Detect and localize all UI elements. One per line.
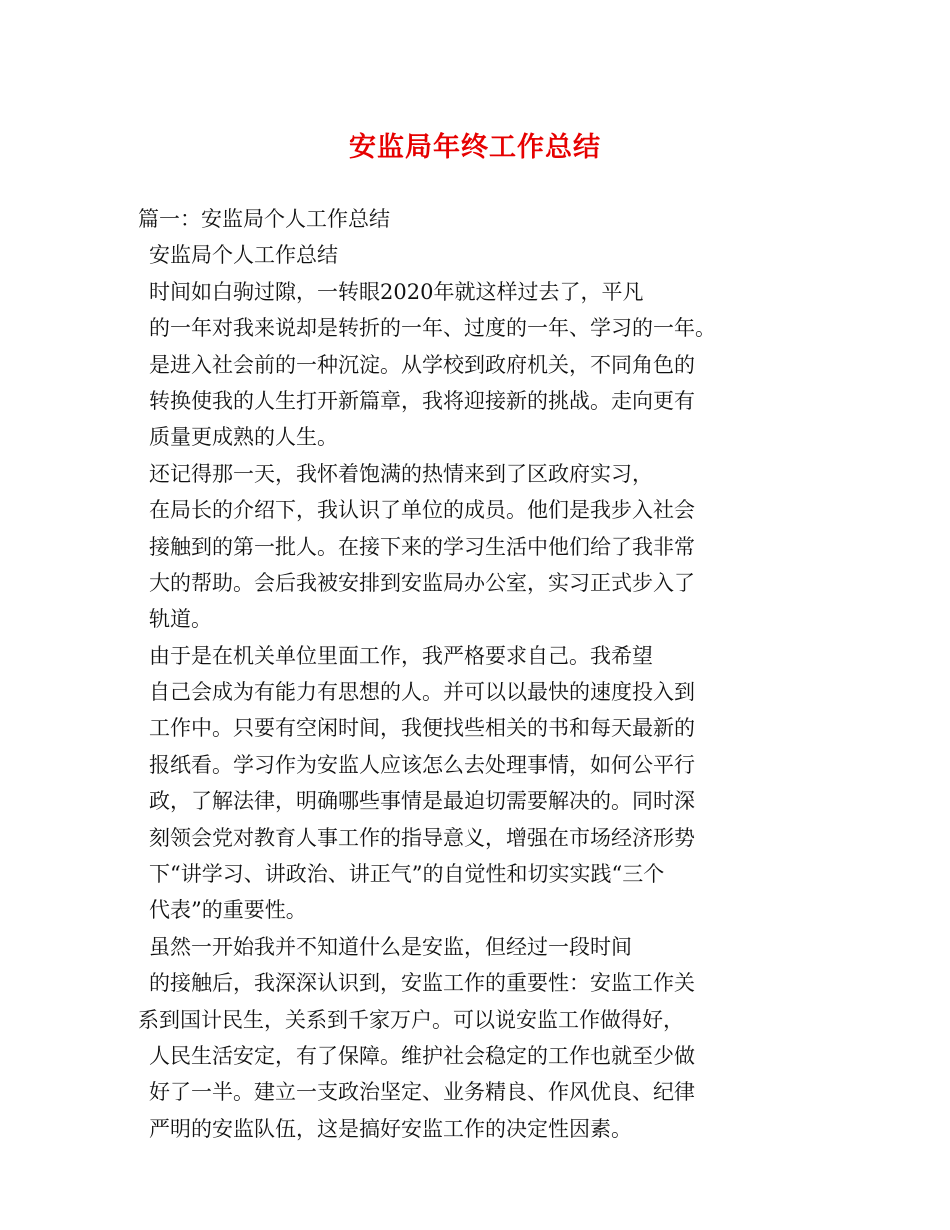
body-line: 工作中。只要有空闲时间，我便找些相关的书和每天最新的 — [149, 716, 695, 741]
body-line: 自己会成为有能力有思想的人。并可以以最快的速度投入到 — [149, 680, 695, 705]
body-line: 由于是在机关单位里面工作，我严格要求自己。我希望 — [149, 643, 653, 668]
body-line: 虽然一开始我并不知道什么是安监，但经过一段时间 — [149, 934, 632, 959]
body-line: 的一年对我来说却是转折的一年、过度的一年、学习的一年。 — [149, 316, 716, 341]
body-line: 人民生活安定，有了保障。维护社会稳定的工作也就至少做 — [149, 1043, 695, 1068]
body-line: 下“讲学习、讲政治、讲正气”的自觉性和切实实践“三个 — [149, 862, 665, 887]
body-line: 接触到的第一批人。在接下来的学习生活中他们给了我非常 — [149, 534, 695, 559]
document-body — [138, 201, 798, 1147]
body-line: 系到国计民生，关系到千家万户。可以说安监工作做得好， — [138, 1007, 684, 1032]
body-line: 严明的安监队伍，这是搞好安监工作的决定性因素。 — [149, 1116, 632, 1141]
document-title: 安监局年终工作总结 — [349, 132, 601, 163]
body-line: 的接触后，我深深认识到，安监工作的重要性：安监工作关 — [149, 971, 695, 996]
body-line: 报纸看。学习作为安监人应该怎么去处理事情，如何公平行 — [149, 752, 695, 777]
body-line: 政，了解法律，明确哪些事情是最迫切需要解决的。同时深 — [149, 789, 695, 814]
body-line: 时间如白驹过隙，一转眼2020年就这样过去了，平凡 — [149, 279, 644, 304]
body-line: 质量更成熟的人生。 — [149, 425, 338, 450]
body-line: 刻领会党对教育人事工作的指导意义，增强在市场经济形势 — [149, 825, 695, 850]
body-line: 篇一：安监局个人工作总结 — [138, 207, 390, 231]
body-line: 代表”的重要性。 — [149, 898, 307, 923]
body-line: 安监局个人工作总结 — [149, 243, 338, 268]
body-line: 大的帮助。会后我被安排到安监局办公室，实习正式步入了 — [149, 570, 695, 595]
body-line: 还记得那一天，我怀着饱满的热情来到了区政府实习， — [149, 461, 653, 486]
body-line: 轨道。 — [149, 607, 212, 632]
body-line: 转换使我的人生打开新篇章，我将迎接新的挑战。走向更有 — [149, 388, 695, 413]
body-line: 是进入社会前的一种沉淀。从学校到政府机关，不同角色的 — [149, 352, 695, 377]
body-line: 在局长的介绍下，我认识了单位的成员。他们是我步入社会 — [149, 498, 695, 523]
body-line: 好了一半。建立一支政治坚定、业务精良、作风优良、纪律 — [149, 1080, 695, 1105]
